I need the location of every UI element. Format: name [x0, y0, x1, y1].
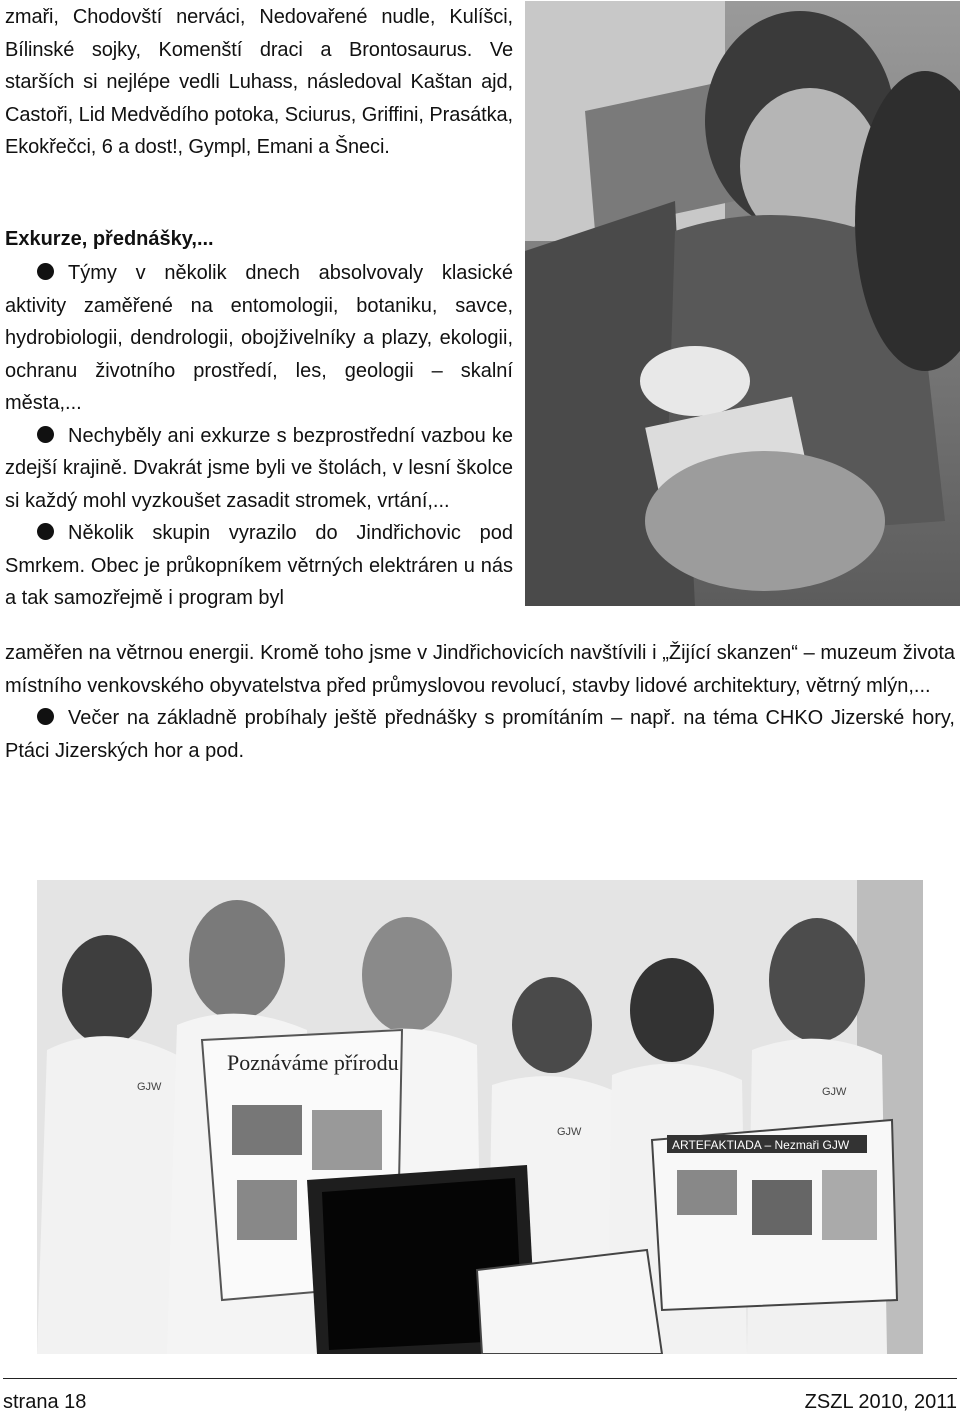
- bullet-icon: [37, 426, 54, 443]
- intro-paragraph: [5, 1, 513, 164]
- page-footer: [3, 1378, 957, 1417]
- shirt-logo: GJW: [557, 1126, 582, 1138]
- photo-students-posters-image: [37, 880, 923, 1354]
- bullet-text: Večer na základně probíhaly ještě přednášky s promítáním – např. na téma CHKO Jizerské hory, Ptáci Jizerských hor a pod.: [5, 707, 955, 762]
- bullet-item: [5, 257, 513, 420]
- wide-text-block: [5, 637, 955, 767]
- bullet-text: Nechyběly ani exkurze s bezprostřední vazbou ke zdejší krajině. Dvakrát jsme byli ve štolách, v lesní školce si každý mohl vyzkoušet zasadit stromek, vrtání,...: [5, 424, 513, 512]
- bullet-text-continuation: zaměřen na větrnou energii. Kromě toho jsme v Jindřichovicích navštívili i „Žijící skanzen“ – muzeum života místního venkovského obyvatelstva před průmyslovou revolucí, stavby lidové architektury, větrný mlýn,...: [5, 642, 955, 697]
- bullet-text: Několik skupin vyrazilo do Jindřichovic pod Smrkem. Obec je průkopníkem větrných elektráren u nás a tak samozřejmě i program byl: [5, 522, 513, 609]
- bullet-item: [5, 420, 513, 518]
- bullet-icon: [37, 708, 54, 725]
- poster-right-title: ARTEFAKTIADA – Nezmaři GJW: [672, 1138, 850, 1152]
- bullet-icon: [37, 263, 54, 280]
- bullet-item: [5, 702, 955, 767]
- poster-left-title: Poznáváme přírodu: [227, 1050, 399, 1075]
- bullet-text: Týmy v několik dnech absolvovaly klasické aktivity zaměřené na entomologii, botaniku, savce, hydrobiologii, dendrologii, obojživelníky a plazy, ekologii, ochranu životního prostředí, les, geologii – skalní města,...: [5, 262, 513, 414]
- photo-students-posters: [37, 880, 923, 1354]
- photo-students-examining: [525, 1, 960, 606]
- shirt-logo: GJW: [822, 1086, 847, 1098]
- page-number: strana 18: [3, 1391, 87, 1413]
- publication-title: ZSZL 2010, 2011: [804, 1391, 957, 1413]
- intro-text: zmaři, Chodovští nerváci, Nedovařené nudle, Kulíšci, Bílinské sojky, Komenští draci a Brontosaurus. Ve starších si nejlépe vedli Luhass, následoval Kaštan ajd, Castoři, Lid Medvědího potoka, Sciurus, Griffini, Prasátka, Ekokřečci, 6 a dost!, Gympl, Emani a Šneci.: [5, 6, 513, 158]
- section-heading: Exkurze, přednášky,...: [5, 228, 214, 250]
- shirt-logo: GJW: [137, 1081, 162, 1093]
- bullet-item: [5, 517, 513, 615]
- bullet-list: [5, 257, 513, 615]
- photo-students-examining-image: [525, 1, 960, 606]
- bullet-icon: [37, 523, 54, 540]
